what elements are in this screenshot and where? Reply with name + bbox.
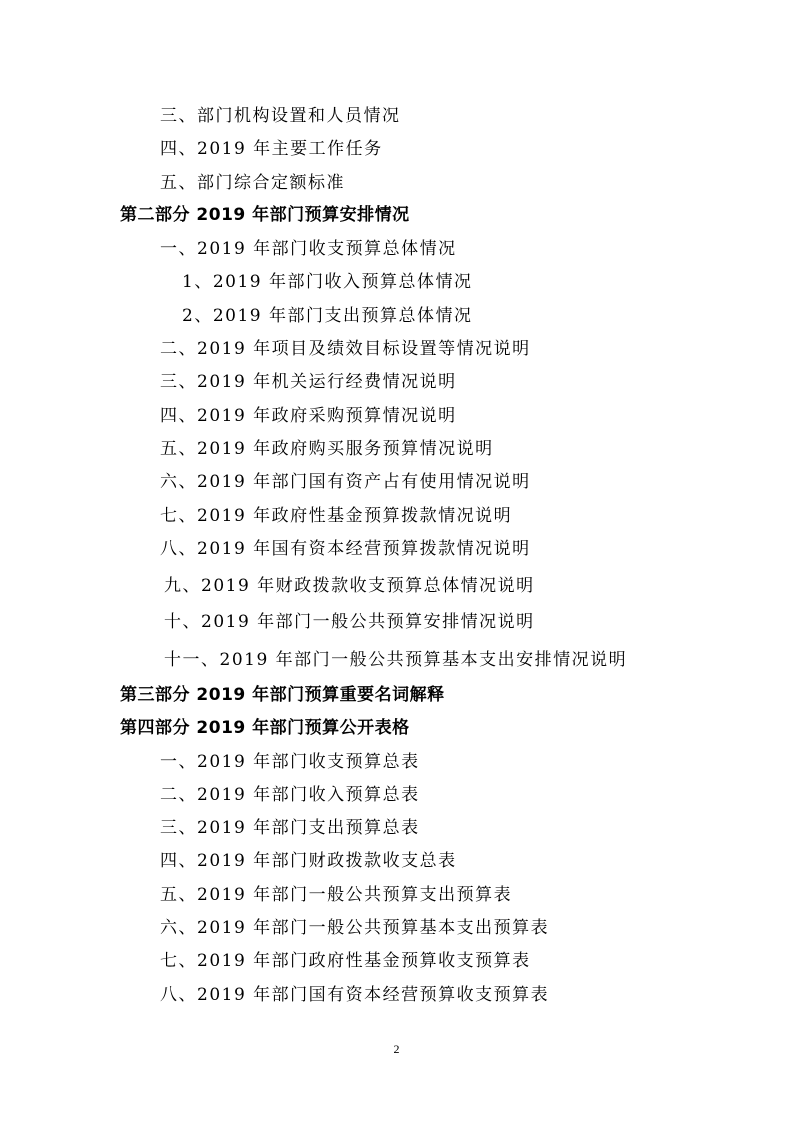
toc-entry: 二、2019 年项目及绩效目标设置等情况说明 <box>160 339 531 359</box>
toc-entry: 十、2019 年部门一般公共预算安排情况说明 <box>164 612 535 632</box>
toc-entry: 十一、2019 年部门一般公共预算基本支出安排情况说明 <box>164 650 628 670</box>
toc-entry: 一、2019 年部门收支预算总表 <box>160 752 420 772</box>
toc-entry: 二、2019 年部门收入预算总表 <box>160 785 420 805</box>
toc-subentry: 2、2019 年部门支出预算总体情况 <box>182 306 473 326</box>
toc-entry: 四、2019 年部门财政拨款收支总表 <box>160 851 457 871</box>
toc-entry: 三、部门机构设置和人员情况 <box>160 106 401 126</box>
toc-entry: 三、2019 年部门支出预算总表 <box>160 818 420 838</box>
toc-entry: 七、2019 年政府性基金预算拨款情况说明 <box>160 506 513 526</box>
toc-entry: 九、2019 年财政拨款收支预算总体情况说明 <box>164 576 535 596</box>
toc-entry: 三、2019 年机关运行经费情况说明 <box>160 372 457 392</box>
toc-entry: 五、2019 年部门一般公共预算支出预算表 <box>160 885 513 905</box>
toc-part-heading: 第二部分 2019 年部门预算安排情况 <box>120 205 410 225</box>
toc-entry: 五、2019 年政府购买服务预算情况说明 <box>160 439 494 459</box>
toc-entry: 五、部门综合定额标准 <box>160 173 345 193</box>
toc-entry: 八、2019 年部门国有资本经营预算收支预算表 <box>160 985 550 1005</box>
toc-entry: 一、2019 年部门收支预算总体情况 <box>160 239 457 259</box>
toc-entry: 七、2019 年部门政府性基金预算收支预算表 <box>160 951 531 971</box>
toc-part-heading: 第三部分 2019 年部门预算重要名词解释 <box>120 685 445 705</box>
toc-entry: 四、2019 年政府采购预算情况说明 <box>160 406 457 426</box>
toc-entry: 六、2019 年部门一般公共预算基本支出预算表 <box>160 918 550 938</box>
toc-entry: 六、2019 年部门国有资产占有使用情况说明 <box>160 472 531 492</box>
toc-entry: 四、2019 年主要工作任务 <box>160 139 383 159</box>
toc-entry: 八、2019 年国有资本经营预算拨款情况说明 <box>160 539 531 559</box>
toc-part-heading: 第四部分 2019 年部门预算公开表格 <box>120 718 410 738</box>
toc-subentry: 1、2019 年部门收入预算总体情况 <box>182 272 473 292</box>
page-number: 2 <box>393 1042 400 1056</box>
